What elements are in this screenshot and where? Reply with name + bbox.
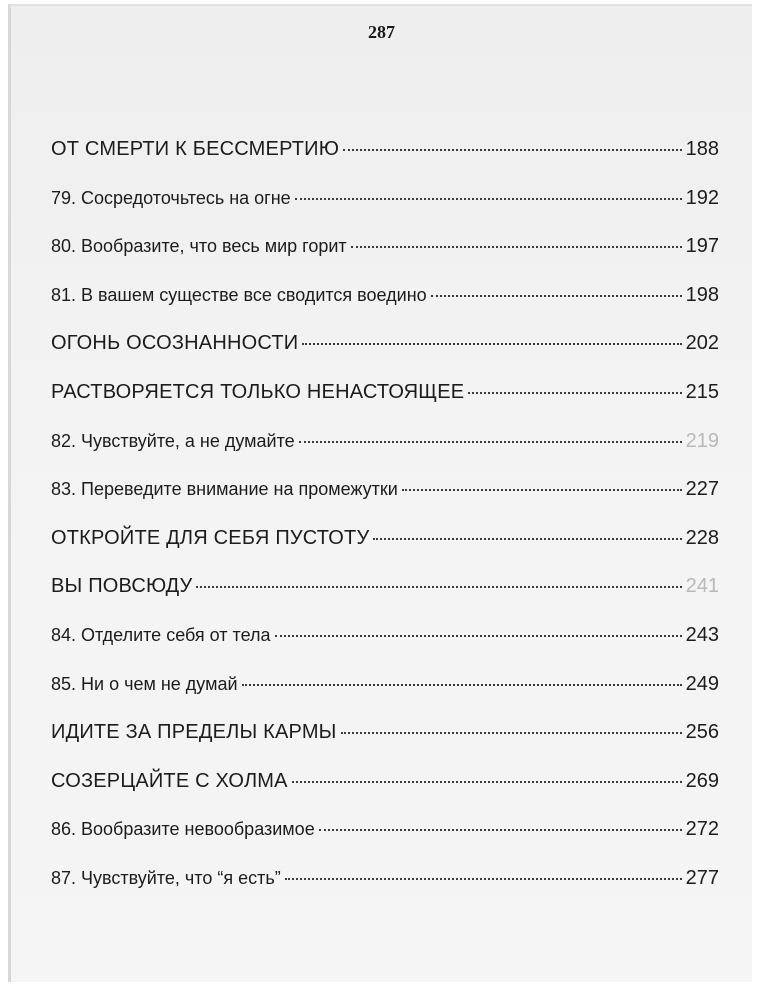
page-number: 287	[368, 22, 395, 42]
toc-entry-title: ОГОНЬ ОСОЗНАННОСТИ	[51, 332, 299, 355]
toc-entry-page: 192	[685, 186, 719, 209]
dot-leader	[299, 441, 682, 443]
dot-leader	[292, 781, 682, 783]
toc-entry	[51, 818, 719, 867]
dot-leader	[295, 198, 682, 200]
book-page	[8, 4, 752, 982]
toc-entry-title: 85. Ни о чем не думай	[51, 673, 238, 694]
toc-entry-title: СОЗЕРЦАЙТЕ С ХОЛМА	[51, 769, 288, 792]
dot-leader	[343, 149, 682, 151]
toc-entry	[51, 187, 719, 236]
toc-entry-title: 79. Сосредоточьтесь на огне	[51, 187, 291, 208]
toc-entry-title: 82. Чувствуйте, а не думайте	[51, 430, 295, 451]
dot-leader	[402, 489, 682, 491]
toc-entry-title: ОТ СМЕРТИ К БЕССМЕРТИЮ	[51, 138, 340, 160]
toc-entry-page: 272	[685, 818, 719, 841]
toc-entry-page: 277	[685, 866, 719, 889]
toc-entry-page: 249	[685, 672, 719, 695]
dot-leader	[302, 343, 681, 345]
toc-entry-page: 197	[685, 235, 719, 258]
dot-leader	[351, 246, 682, 248]
toc-entry-page: 243	[685, 623, 719, 646]
toc-entry	[51, 867, 719, 916]
toc-entry	[51, 284, 719, 333]
toc-entry	[51, 721, 719, 770]
toc-entry-page: 188	[685, 138, 719, 160]
toc-entry	[51, 332, 719, 381]
toc-entry	[51, 235, 719, 284]
toc-entry	[51, 575, 719, 624]
toc-entry	[51, 381, 719, 430]
toc-entry-page: 227	[685, 478, 719, 501]
dot-leader	[341, 732, 682, 734]
toc-entry-title: 80. Вообразите, что весь мир горит	[51, 236, 347, 257]
toc-entry-page: 269	[685, 769, 719, 792]
table-of-contents	[51, 138, 719, 916]
toc-entry-title: 81. В вашем существе все сводится воедино	[51, 284, 427, 305]
toc-entry-page: 241	[685, 575, 719, 598]
toc-entry-title: 83. Переведите внимание на промежутки	[51, 479, 398, 500]
dot-leader	[275, 635, 682, 637]
toc-entry-title: ВЫ ПОВСЮДУ	[51, 575, 193, 598]
toc-entry	[51, 430, 719, 479]
toc-entry	[51, 527, 719, 576]
toc-entry	[51, 138, 719, 187]
toc-entry-title: 84. Отделите себя от тела	[51, 624, 271, 645]
dot-leader	[373, 538, 681, 540]
dot-leader	[319, 829, 682, 831]
toc-entry-page: 219	[685, 429, 719, 452]
dot-leader	[196, 586, 681, 588]
dot-leader	[242, 684, 682, 686]
dot-leader	[431, 295, 682, 297]
toc-entry-page: 198	[685, 283, 719, 306]
toc-entry	[51, 478, 719, 527]
toc-entry-title: ИДИТЕ ЗА ПРЕДЕЛЫ КАРМЫ	[51, 721, 337, 744]
toc-entry	[51, 770, 719, 819]
toc-entry-page: 228	[685, 526, 719, 549]
toc-entry-title: РАСТВОРЯЕТСЯ ТОЛЬКО НЕНАСТОЯЩЕЕ	[51, 380, 465, 403]
toc-entry	[51, 624, 719, 673]
toc-entry-title: ОТКРОЙТЕ ДЛЯ СЕБЯ ПУСТОТУ	[51, 526, 370, 549]
toc-entry-page: 215	[685, 380, 719, 403]
toc-entry-title: 87. Чувствуйте, что “я есть”	[51, 867, 281, 888]
toc-entry	[51, 673, 719, 722]
toc-entry-page: 202	[685, 332, 719, 355]
toc-entry-page: 256	[685, 721, 719, 744]
dot-leader	[285, 878, 682, 880]
toc-entry-title: 86. Вообразите невообразимое	[51, 819, 315, 840]
dot-leader	[468, 392, 681, 394]
